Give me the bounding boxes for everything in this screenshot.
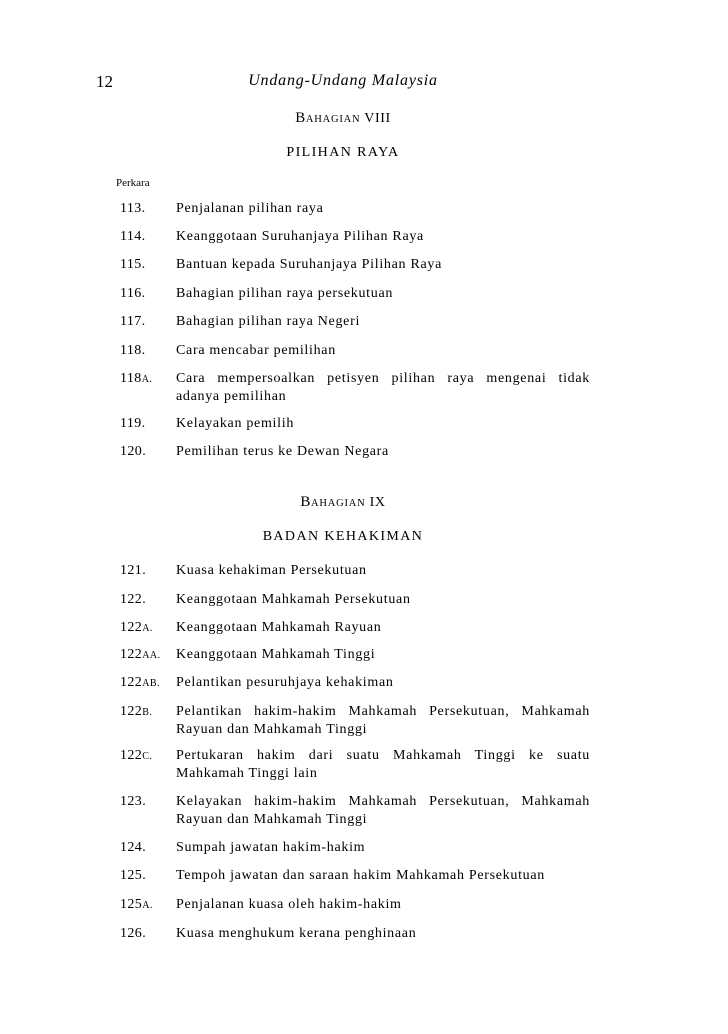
contents-entry: 119. Kelayakan pemilih [120, 416, 295, 431]
contents-entry: 122B. Pelantikan hakim-hakim Mahkamah Persekutuan, Mahkamah Rayuan dan Mahkamah Tinggi [120, 704, 590, 737]
contents-entry: 125A. Penjalanan kuasa oleh hakim-hakim [120, 897, 402, 912]
part-heading: BAHAGIAN IX [300, 494, 386, 510]
running-title: Undang-Undang Malaysia [248, 72, 438, 89]
contents-entry: 120. Pemilihan terus ke Dewan Negara [120, 444, 389, 459]
contents-entry: 122A. Keanggotaan Mahkamah Rayuan [120, 620, 382, 635]
contents-entry: 118. Cara mencabar pemilihan [120, 343, 336, 358]
contents-entry: 122AA. Keanggotaan Mahkamah Tinggi [120, 647, 376, 662]
contents-entry: 124. Sumpah jawatan hakim-hakim [120, 840, 366, 855]
contents-entry: 113. Penjalanan pilihan raya [120, 201, 324, 216]
page-number: 12 [96, 72, 113, 91]
contents-entry: 115. Bantuan kepada Suruhanjaya Pilihan Raya [120, 257, 443, 272]
contents-entry: 126. Kuasa menghukum kerana penghinaan [120, 926, 417, 941]
contents-entry: 118A. Cara mempersoalkan petisyen pilihan raya mengenai tidak adanya pemilihan [120, 371, 590, 404]
part-heading: BAHAGIAN VIII [295, 110, 391, 126]
contents-entry: 125. Tempoh jawatan dan saraan hakim Mahkamah Persekutuan [120, 868, 545, 883]
contents-entry: 122. Keanggotaan Mahkamah Persekutuan [120, 592, 411, 607]
part-title: BADAN KEHAKIMAN [262, 529, 424, 544]
contents-entry: 121. Kuasa kehakiman Persekutuan [120, 563, 367, 578]
contents-entry: 114. Keanggotaan Suruhanjaya Pilihan Raya [120, 229, 424, 244]
column-label: Perkara [116, 177, 150, 189]
contents-entry: 122C. Pertukaran hakim dari suatu Mahkamah Tinggi ke suatu Mahkamah Tinggi lain [120, 748, 590, 781]
contents-entry: 116. Bahagian pilihan raya persekutuan [120, 286, 394, 301]
contents-entry: 122AB. Pelantikan pesuruhjaya kehakiman [120, 675, 394, 690]
contents-entry: 123. Kelayakan hakim-hakim Mahkamah Persekutuan, Mahkamah Rayuan dan Mahkamah Tinggi [120, 794, 590, 827]
contents-entry: 117. Bahagian pilihan raya Negeri [120, 314, 361, 329]
part-title: PILIHAN RAYA [286, 145, 400, 160]
